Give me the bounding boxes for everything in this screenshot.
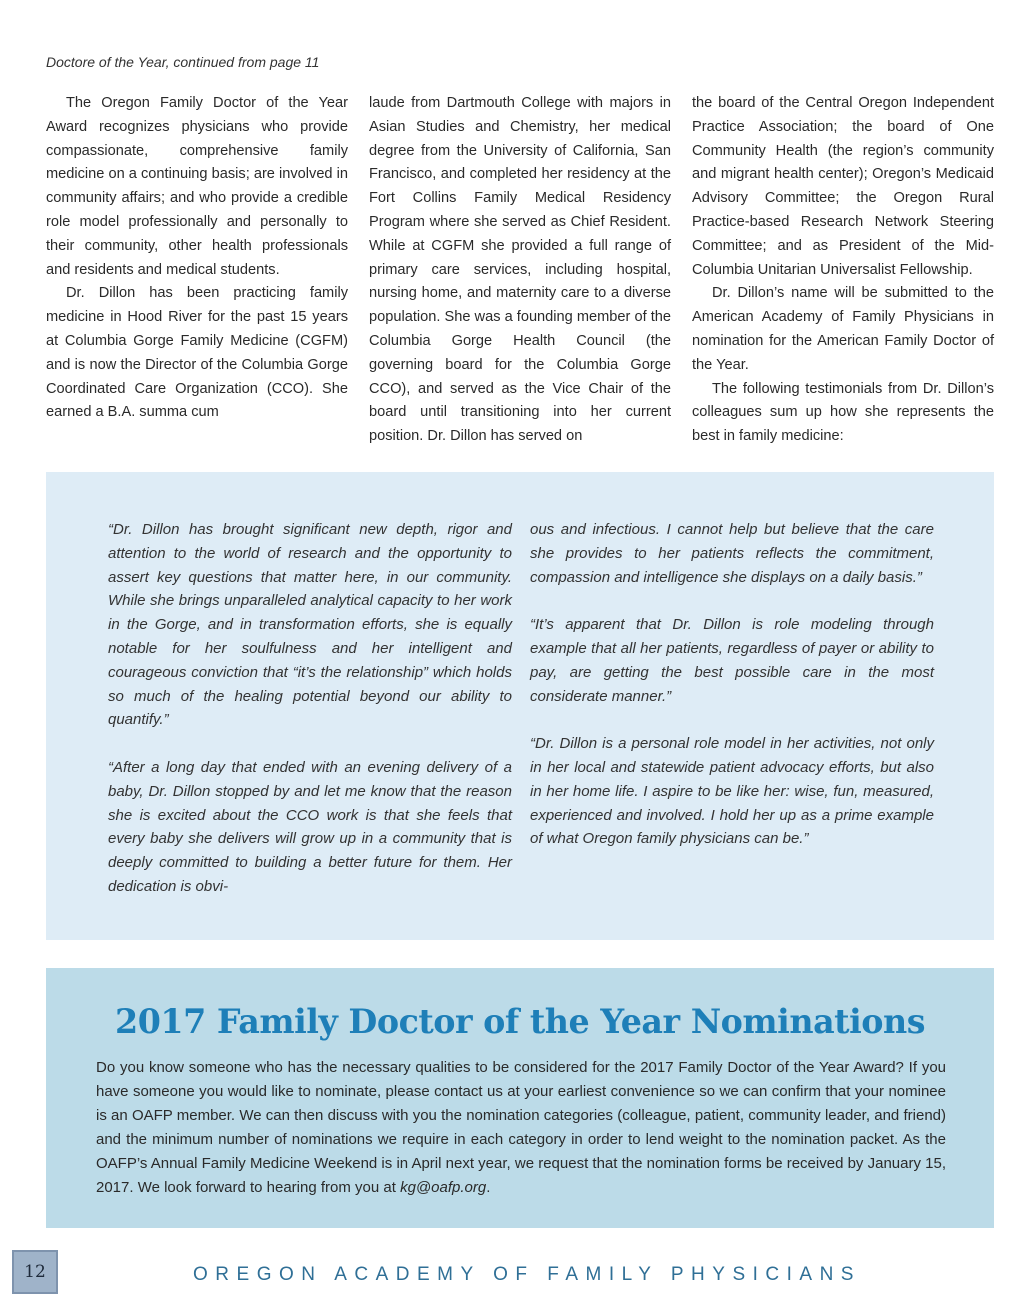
article-paragraph: Dr. Dillon’s name will be submitted to the American Academy of Family Physicians in nomination for the American Family Doctor of the Year.	[692, 285, 994, 373]
nominations-title: 2017 Family Doctor of the Year Nominations	[115, 1002, 925, 1042]
testimonial-column-right	[530, 518, 934, 899]
article-paragraph: laude from Dartmouth College with majors in Asian Studies and Chemistry, her medical degree from the University of California, San Francisco, and completed her residency at the Fort Collins Family Medical Residency Program where she served as Chief Resident. While at CGFM she provided a full range of primary care services, including hospital, nursing home, and maternity care to a diverse population. She was a founding member of the Columbia Gorge Health Council (the governing board for the Columbia Gorge CCO), and served as the Vice Chair of the board until transitioning into her current position. Dr. Dillon has served on	[369, 95, 671, 445]
nominations-end: .	[486, 1179, 491, 1196]
testimonial-column-left	[108, 518, 512, 899]
nominations-text: Do you know someone who has the necessary qualities to be considered for the 2017 Family Doctor of the Year Award? If you have someone you would like to nominate, please contact us at your earliest convenience so we can confirm that your nominee is an OAFP member. We can then discuss with you the nomination categories (colleague, patient, community leader, and friend) and the minimum number of nominations we require in each category in order to lend weight to the nomination packet. As the OAFP’s Annual Family Medicine Weekend is in April next year, we request that the nomination forms be received by January 15, 2017. We look forward to hearing from you at	[96, 1059, 946, 1196]
nominations-box	[46, 968, 994, 1228]
article-paragraph: The following testimonials from Dr. Dillon’s colleagues sum up how she represents the best in family medicine:	[692, 380, 994, 445]
article-paragraph: the board of the Central Oregon Independent Practice Association; the board of One Community Health (the region’s community and migrant health center); Oregon’s Medicaid Advisory Committee; the Oregon Rural Practice-based Research Network Steering Committee; and as President of the Mid-Columbia Unitarian Universalist Fellowship.	[692, 95, 994, 278]
testimonial-columns	[108, 518, 934, 899]
testimonial-quote: “After a long day that ended with an evening delivery of a baby, Dr. Dillon stopped by and let me know that the reason she is excited about the CCO work is that she feels that every baby she delivers will grow up in a community that is deeply committed to building a better future for them. Her dedication is obvi-	[108, 758, 512, 895]
contact-email-link[interactable]: kg@oafp.org	[400, 1179, 487, 1196]
article-column-1	[46, 92, 348, 449]
page-number: 12	[12, 1250, 58, 1294]
continued-note: Doctore of the Year, continued from page 11	[46, 54, 320, 70]
article-column-2	[369, 92, 671, 449]
testimonial-quote: “It’s apparent that Dr. Dillon is role modeling through example that all her patients, regardless of payer or ability to pay, are getting the best possible care in the most considerate manner.”	[530, 616, 934, 705]
testimonial-quote: “Dr. Dillon is a personal role model in her activities, not only in her local and statewide patient advocacy efforts, but also in her home life. I aspire to be like her: wise, fun, measured, experienced and involved. I hold her up as a prime example of what Oregon family physicians can be.”	[530, 735, 934, 848]
article-paragraph: Dr. Dillon has been practicing family medicine in Hood River for the past 15 years at Columbia Gorge Family Medicine (CGFM) and is now the Director of the Columbia Gorge Coordinated Care Organization (CCO). She earned a B.A. summa cum	[46, 285, 348, 421]
article-paragraph: The Oregon Family Doctor of the Year Award recognizes physicians who provide compassionate, comprehensive family medicine on a continuing basis; are involved in community affairs; and who provide a credible role model professionally and personally to their community, other health professionals and residents and medical students.	[46, 95, 348, 278]
testimonial-quote: “Dr. Dillon has brought significant new depth, rigor and attention to the world of research and the opportunity to assert key questions that matter here, in our community. While she brings unparalleled analytical capacity to her work in the Gorge, and in transformation efforts, she is equally notable for her soulfulness and her intelligent and courageous conviction that “it’s the relationship” which holds so much of the healing potential beyond our ability to quantify.”	[108, 521, 512, 729]
nominations-body	[96, 1056, 946, 1200]
footer-organization: OREGON ACADEMY OF FAMILY PHYSICIANS	[193, 1264, 861, 1285]
testimonials-box	[46, 472, 994, 940]
article-columns	[46, 92, 994, 449]
testimonial-quote: ous and infectious. I cannot help but believe that the care she provides to her patients reflects the commitment, compassion and intelligence she displays on a daily basis.”	[530, 521, 934, 586]
article-column-3	[692, 92, 994, 449]
